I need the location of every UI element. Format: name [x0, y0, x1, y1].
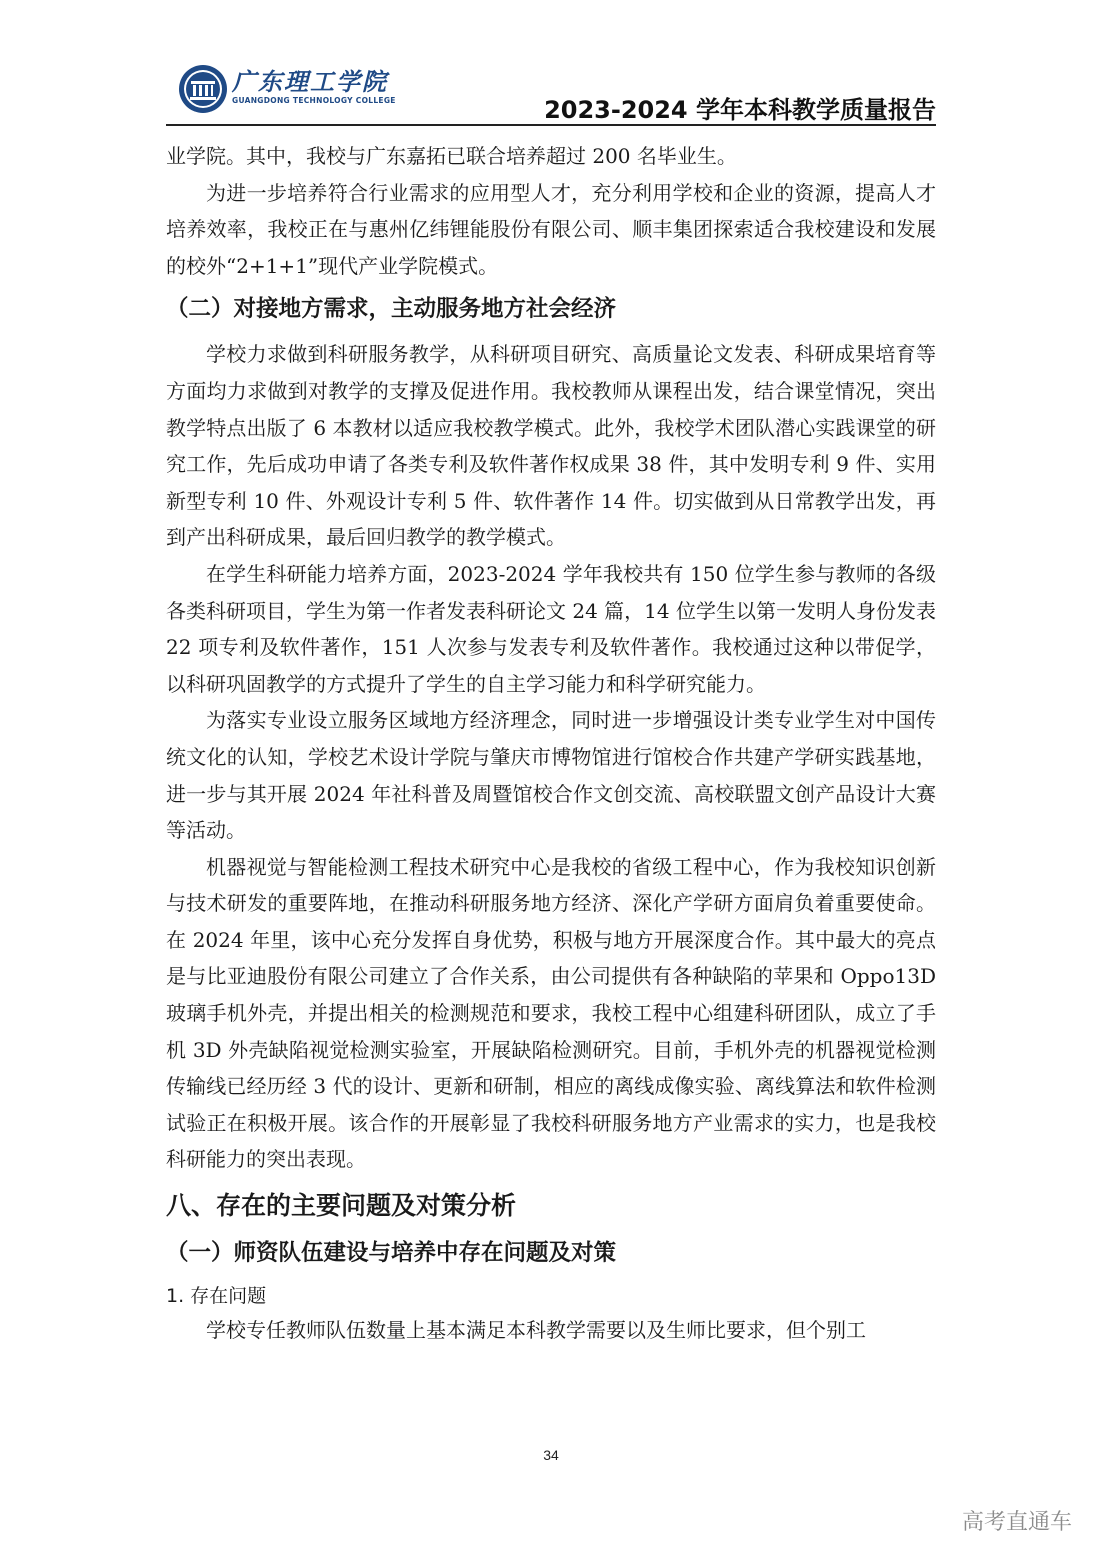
paragraph-student-research: 在学生科研能力培养方面，2023-2024 学年我校共有 150 位学生参与教师的各级各类科研项目，学生为第一作者发表科研论文 24 篇，14 位学生以第一发明人身份发表 22 项专利及软件著作，151 人次参与发表专利及软件著作。我校通过这种以带促学，以科研巩固教学的方式提升了学生的自主学习能力和科学研究能力。 [166, 561, 936, 696]
page-header [166, 56, 936, 126]
college-logo-english: GUANGDONG TECHNOLOGY COLLEGE [232, 96, 396, 105]
chapter-heading-problems: 八、存在的主要问题及对策分析 [166, 1191, 517, 1221]
page-number: 34 [543, 1447, 559, 1463]
paragraph-museum-cooperation: 为落实专业设立服务区域地方经济理念，同时进一步增强设计类专业学生对中国传统文化的认知，学校艺术设计学院与肇庆市博物馆进行馆校合作共建产学研实践基地，进一步与其开展 2024 年社科普及周暨馆校合作文创交流、高校联盟文创产品设计大赛等活动。 [166, 708, 936, 843]
paragraph-continuation: 业学院。其中，我校与广东嘉拓已联合培养超过 200 名毕业生。 [166, 144, 737, 168]
college-seal-icon [178, 64, 228, 114]
page-body [166, 138, 936, 1349]
college-logo-text: 广东理工学院 [232, 68, 388, 96]
section-heading-faculty: （一）师资队伍建设与培养中存在问题及对策 [166, 1240, 617, 1267]
paragraph-industry-college: 为进一步培养符合行业需求的应用型人才，充分利用学校和企业的资源，提高人才培养效率，我校正在与惠州亿纬锂能股份有限公司、顺丰集团探索适合我校建设和发展的校外“2+1+1”现代产业学院模式。 [166, 180, 936, 278]
header-divider [166, 124, 936, 126]
watermark: 高考直通车 [961, 1510, 1072, 1535]
subsection-heading-issues: 1. 存在问题 [166, 1285, 267, 1308]
paragraph-research-teaching: 学校力求做到科研服务教学，从科研项目研究、高质量论文发表、科研成果培育等方面均力求做到对教学的支撑及促进作用。我校教师从课程出发，结合课堂情况，突出教学特点出版了 6 本教材以适应我校教学模式。此外，我校学术团队潜心实践课堂的研究工作，先后成功申请了各类专利及软件著作权成果 38 件，其中发明专利 9 件、实用新型专利 10 件、外观设计专利 5 件、软件著作 14 件。切实做到从日常教学出发，再到产出科研成果，最后回归教学的教学模式。 [166, 342, 936, 550]
paragraph-faculty-issues: 学校专任教师队伍数量上基本满足本科教学需要以及生师比要求，但个别工 [206, 1318, 866, 1343]
section-heading-local-service: （二）对接地方需求，主动服务地方社会经济 [166, 296, 617, 323]
paragraph-machine-vision-center: 机器视觉与智能检测工程技术研究中心是我校的省级工程中心，作为我校知识创新与技术研发的重要阵地，在推动科研服务地方经济、深化产学研方面肩负着重要使命。在 2024 年里，该中心充分发挥自身优势，积极与地方开展深度合作。其中最大的亮点是与比亚迪股份有限公司建立了合作关系，由公司提供有各种缺陷的苹果和 Oppo13D 玻璃手机外壳，并提出相关的检测规范和要求，我校工程中心组建科研团队，成立了手机 3D 外壳缺陷视觉检测实验室，开展缺陷检测研究。目前，手机外壳的机器视觉检测传输线已经历经 3 代的设计、更新和研制，相应的离线成像实验、离线算法和软件检测试验正在积极开展。该合作的开展彰显了我校科研服务地方产业需求的实力，也是我校科研能力的突出表现。 [166, 854, 936, 1172]
report-title: 2023-2024 学年本科教学质量报告 [544, 96, 936, 124]
